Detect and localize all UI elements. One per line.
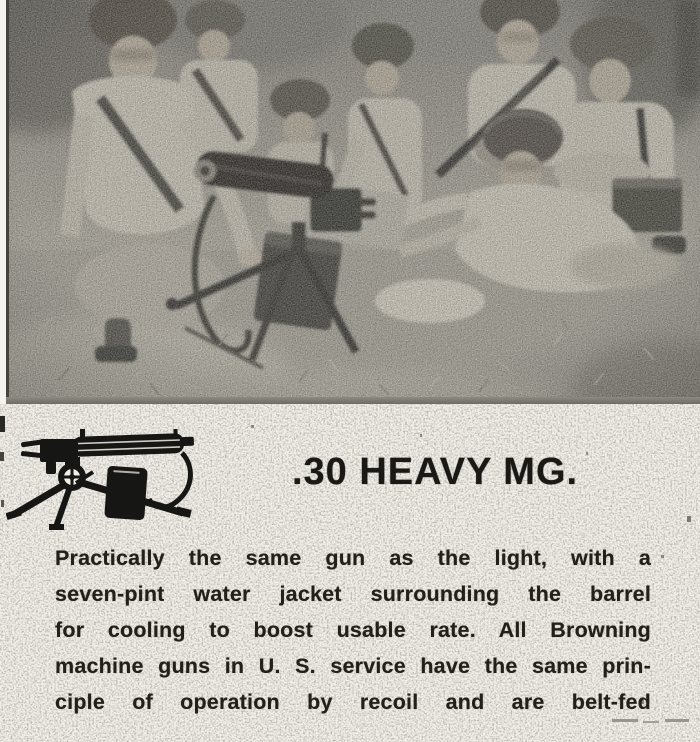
paragraph-line-2: seven-pint water jacket surrounding the barrel <box>55 582 651 606</box>
paragraph-line-1: Practically the same gun as the light, with a <box>55 546 651 570</box>
photo-grain-light <box>9 0 700 398</box>
machine-gun-illustration-icon <box>6 429 198 539</box>
paragraph-line-4: machine guns in U. S. service have the same prin- <box>55 654 651 678</box>
soldiers-photo <box>9 0 700 398</box>
paragraph-line-3: for cooling to boost usable rate. All Browning <box>55 618 651 642</box>
heading-wrap <box>215 451 655 493</box>
section-heading: .30 HEAVY MG. <box>291 451 579 493</box>
photo-bottom-border <box>6 397 700 404</box>
paragraph-line-5: ciple of operation by recoil and are belt-fed <box>55 690 651 714</box>
body-paragraph <box>55 540 651 720</box>
